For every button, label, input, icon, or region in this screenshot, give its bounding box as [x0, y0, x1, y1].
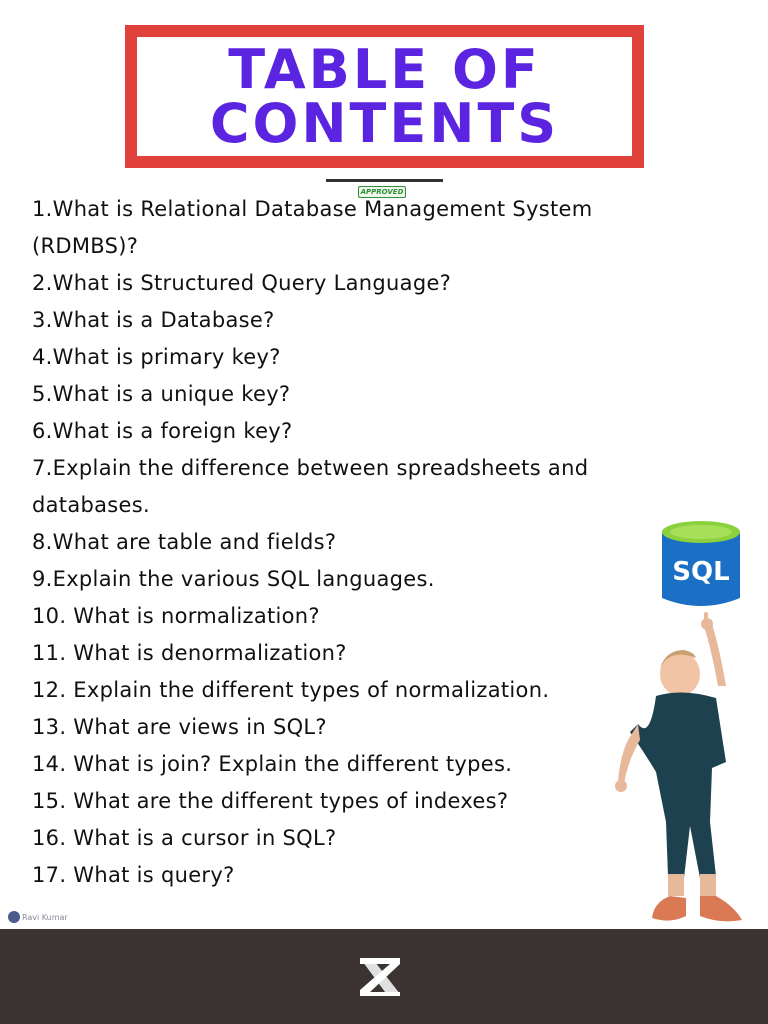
- title-line-2: CONTENTS: [209, 91, 560, 155]
- toc-item-7: 7.Explain the difference between spreadsheets and databases.: [32, 456, 589, 517]
- watermark-text: Ravi Kumar: [22, 912, 68, 922]
- title-box: [125, 25, 644, 168]
- footer-bar: [0, 929, 768, 1024]
- toc-item-6: 6.What is a foreign key?: [32, 419, 293, 443]
- database-cylinder-icon: [660, 520, 742, 612]
- toc-item-10: 10. What is normalization?: [32, 604, 320, 628]
- toc-item-8: 8.What are table and fields?: [32, 530, 337, 554]
- toc-item-11: 11. What is denormalization?: [32, 641, 347, 665]
- toc-item-17: 17. What is query?: [32, 863, 235, 887]
- toc-item-1: 1.What is Relational Database Management System (RDMBS)?: [32, 197, 593, 258]
- watermark-avatar-icon: [8, 911, 20, 923]
- toc-item-13: 13. What are views in SQL?: [32, 715, 327, 739]
- sql-icon-label: SQL: [672, 557, 730, 587]
- watermark: [8, 911, 68, 923]
- toc-item-3: 3.What is a Database?: [32, 308, 275, 332]
- toc-item-12: 12. Explain the different types of normalization.: [32, 678, 550, 702]
- toc-item-16: 16. What is a cursor in SQL?: [32, 826, 337, 850]
- child-pointing-illustration: [600, 612, 750, 930]
- toc-item-5: 5.What is a unique key?: [32, 382, 291, 406]
- approved-stamp: APPROVED: [358, 186, 406, 198]
- title-divider: [326, 179, 443, 182]
- toc-item-2: 2.What is Structured Query Language?: [32, 271, 452, 295]
- zx-logo-icon[interactable]: [356, 954, 404, 998]
- toc-item-15: 15. What are the different types of indexes?: [32, 789, 509, 813]
- toc-item-14: 14. What is join? Explain the different types.: [32, 752, 513, 776]
- toc-item-4: 4.What is primary key?: [32, 345, 281, 369]
- toc-item-9: 9.Explain the various SQL languages.: [32, 567, 435, 591]
- table-of-contents-list: [32, 191, 692, 894]
- title-line-1: TABLE OF: [228, 37, 541, 101]
